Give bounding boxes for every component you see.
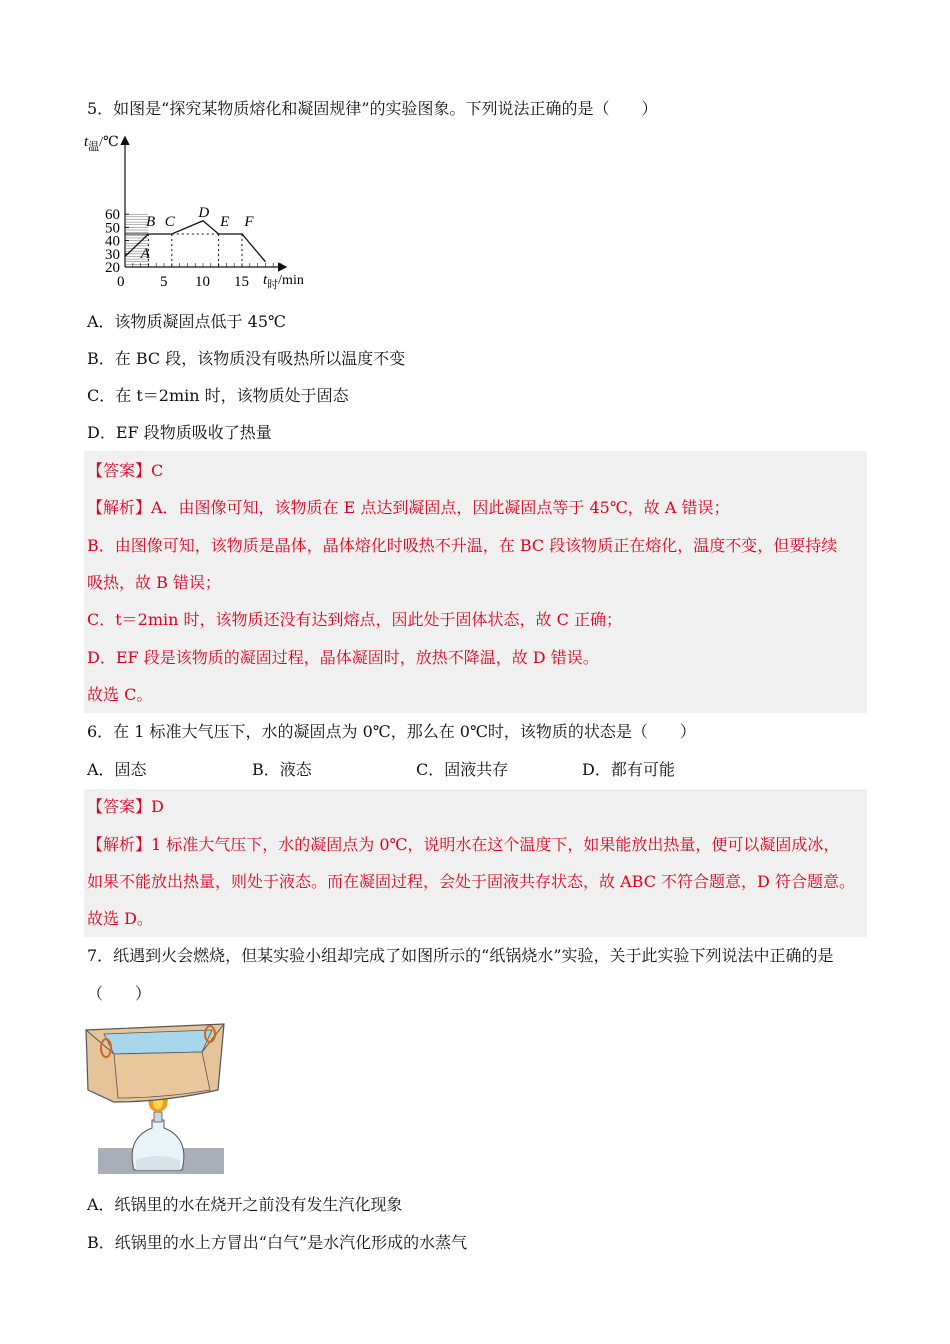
q6-answer: 【答案】D (87, 797, 164, 816)
x-tick-label: 5 (160, 274, 168, 290)
q5-answer: 【答案】C (87, 461, 164, 480)
q5-option-b: B．在 BC 段，该物质没有吸热所以温度不变 (87, 349, 406, 368)
q7-stem-bracket: （ ） (87, 984, 152, 1003)
q6-analysis-3: 故选 D。 (87, 909, 153, 928)
q5-stem: 5．如图是“探究某物质熔化和凝固规律”的实验图象。下列说法正确的是（ ） (87, 99, 658, 118)
q6-stem: 6．在 1 标准大气压下，水的凝固点为 0℃，那么在 0℃时，该物质的状态是（ ） (87, 722, 696, 741)
q6-answer-box (84, 789, 867, 937)
q7-option-b: B．纸锅里的水上方冒出“白气”是水汽化形成的水蒸气 (87, 1233, 468, 1252)
q5-analysis-2: B．由图像可知，该物质是晶体，晶体熔化时吸热不升温，在 BC 段该物质正在熔化，温度不变，但要持续 (87, 536, 838, 555)
x-tick-label: 0 (117, 274, 125, 290)
x-tick-label: 10 (195, 274, 210, 290)
q6-analysis-2: 如果不能放出热量，则处于液态。而在凝固过程，会处于固液共存状态，故 ABC 不符合题意，D 符合题意。 (87, 872, 855, 891)
y-tick-label: 50 (105, 220, 120, 237)
q5-option-d: D．EF 段物质吸收了热量 (87, 423, 272, 442)
q7-stem: 7．纸遇到火会燃烧，但某实验小组却完成了如图所示的“纸锅烧水”实验，关于此实验下列说法中正确的是 (87, 946, 834, 965)
y-tick-label: 60 (105, 207, 120, 224)
q5-analysis-1: 【解析】A．由图像可知，该物质在 E 点达到凝固点，因此凝固点等于 45℃，故 A 错误； (87, 498, 730, 517)
point-label: F (244, 214, 254, 231)
q5-option-a: A．该物质凝固点低于 45℃ (87, 312, 286, 331)
point-label: C (164, 214, 175, 231)
q5-analysis-6: 故选 C。 (87, 685, 153, 704)
q6-analysis-1: 【解析】1 标准大气压下，水的凝固点为 0℃，说明水在这个温度下，如果能放出热量，便可以凝固成冰， (87, 835, 840, 854)
q5-analysis-4: C．t＝2min 时，该物质还没有达到熔点，因此处于固体状态，故 C 正确； (87, 610, 622, 629)
q6-option-d: D．都有可能 (582, 760, 675, 779)
q6-option-b: B．液态 (252, 760, 312, 779)
q5-analysis-5: D．EF 段是该物质的凝固过程，晶体凝固时，放热不降温，故 D 错误。 (87, 648, 599, 667)
point-label: A (140, 245, 150, 262)
y-tick-label: 40 (105, 233, 120, 250)
point-label: D (198, 204, 210, 221)
q6-option-a: A．固态 (87, 760, 147, 779)
q6-option-c: C．固液共存 (416, 760, 509, 779)
q5-option-c: C．在 t＝2min 时，该物质处于固态 (87, 386, 349, 405)
q5-analysis-3: 吸热，故 B 错误； (87, 573, 221, 592)
melting-chart (80, 126, 320, 296)
q7-option-a: A．纸锅里的水在烧开之前没有发生汽化现象 (87, 1195, 403, 1214)
y-axis-label: $t_温/℃$ (84, 134, 119, 153)
point-label: B (146, 214, 156, 231)
y-tick-label: 30 (105, 246, 120, 263)
x-axis-label: $t_时/\min$ (263, 272, 304, 291)
point-label: E (220, 214, 230, 231)
paper-pot-illustration (84, 1020, 234, 1180)
y-tick-label: 20 (105, 260, 120, 276)
x-tick-label: 15 (234, 274, 249, 290)
